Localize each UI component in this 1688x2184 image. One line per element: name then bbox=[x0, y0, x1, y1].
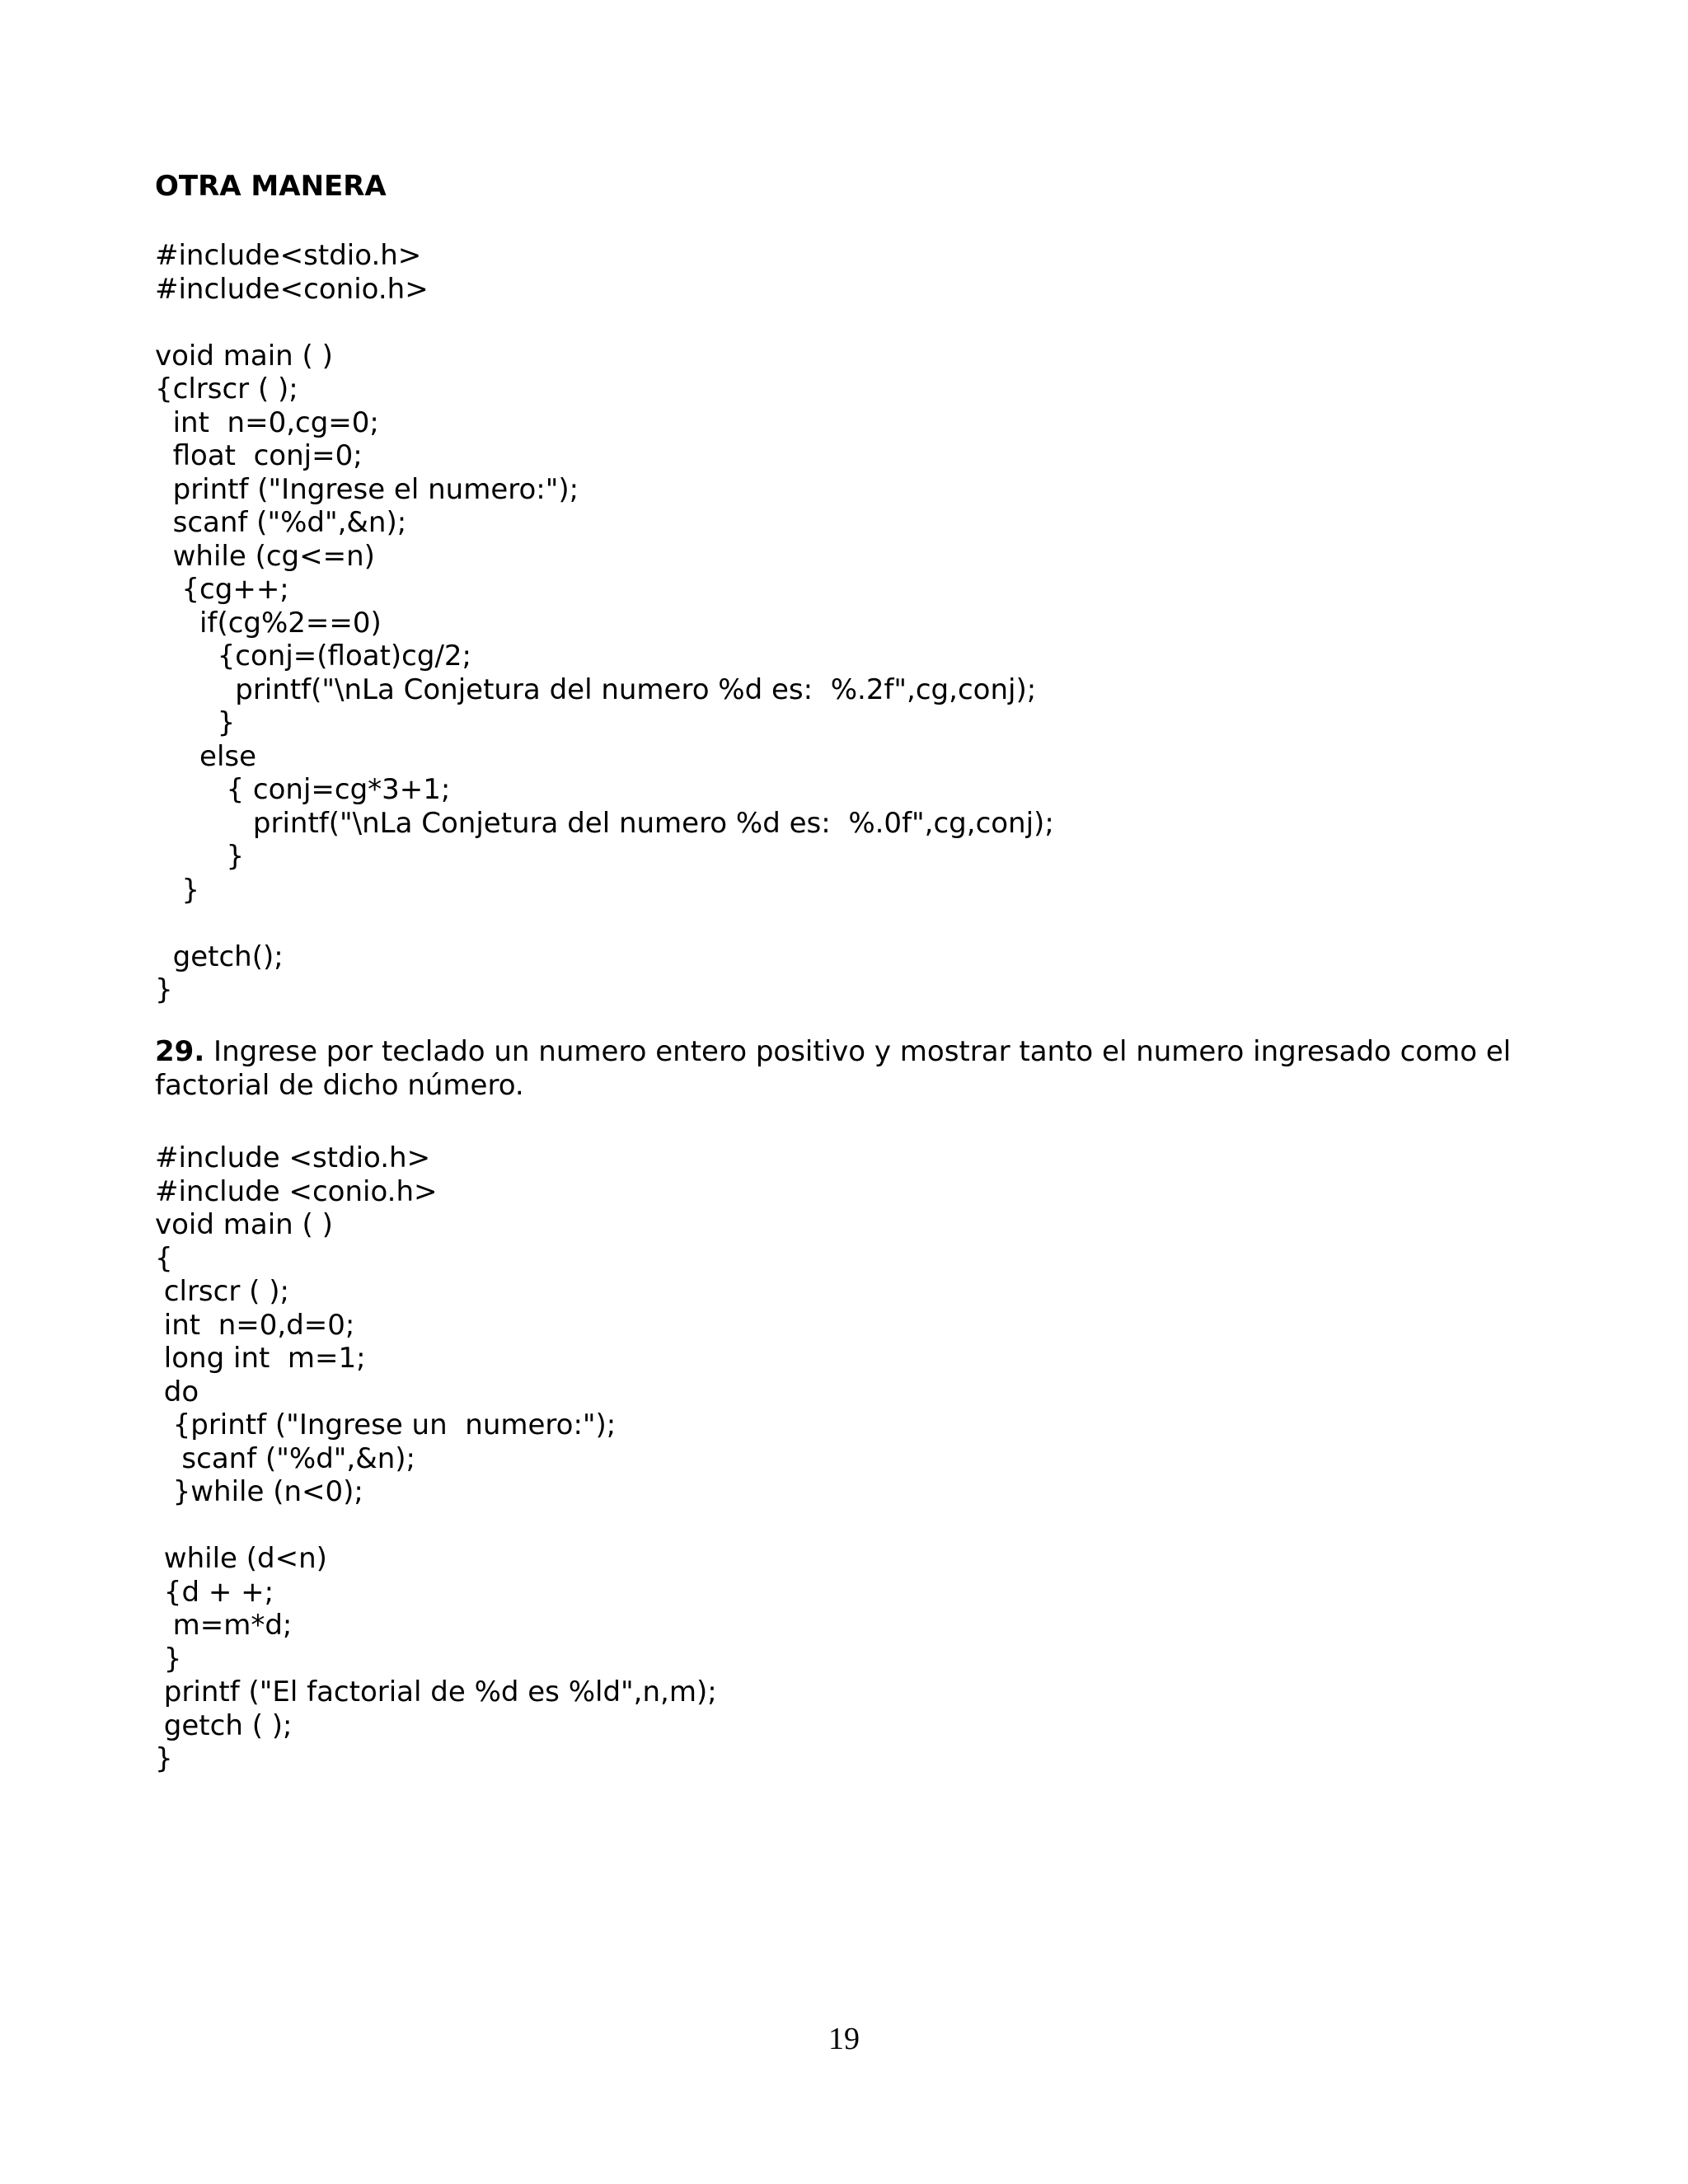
problem-number: 29. bbox=[155, 1035, 205, 1068]
code-line: {cg++; bbox=[155, 573, 289, 606]
code-line: int n=0,d=0; bbox=[155, 1308, 355, 1342]
code-line: {d + +; bbox=[155, 1575, 274, 1609]
code-line: float conj=0; bbox=[155, 439, 363, 472]
code-line: {clrscr ( ); bbox=[155, 373, 298, 405]
code-line: printf ("El factorial de %d es %ld",n,m); bbox=[155, 1675, 717, 1708]
code-line: } bbox=[155, 840, 245, 873]
code-line: #include<conio.h> bbox=[155, 272, 429, 306]
code-line: }while (n<0); bbox=[155, 1475, 363, 1508]
code-line: #include <conio.h> bbox=[155, 1174, 438, 1208]
code-line: printf ("Ingrese el numero:"); bbox=[155, 472, 579, 506]
code-line: #include <stdio.h> bbox=[155, 1141, 431, 1174]
code-line: long int m=1; bbox=[155, 1342, 366, 1375]
code-line: #include<stdio.h> bbox=[155, 239, 422, 272]
code-line: printf("\nLa Conjetura del numero %d es: %.0f",cg,conj); bbox=[155, 806, 1054, 840]
code-line: while (d<n) bbox=[155, 1542, 327, 1575]
code-line: printf("\nLa Conjetura del numero %d es: %.2f",cg,conj); bbox=[155, 673, 1037, 706]
code-line: { bbox=[155, 1241, 173, 1275]
code-line: scanf ("%d",&n); bbox=[155, 506, 407, 539]
code-line: do bbox=[155, 1375, 199, 1408]
code-line: } bbox=[155, 1642, 182, 1675]
problem-text: Ingrese por teclado un numero entero positivo y mostrar tanto el numero ingresado como el factorial de dicho número. bbox=[155, 1035, 1512, 1102]
code-line: while (cg<=n) bbox=[155, 539, 375, 573]
code-line: { conj=cg*3+1; bbox=[155, 773, 451, 806]
code-line: clrscr ( ); bbox=[155, 1275, 289, 1308]
code-line bbox=[155, 306, 1054, 340]
code-line bbox=[155, 907, 1054, 940]
code-line: int n=0,cg=0; bbox=[155, 405, 379, 439]
code-line: void main ( ) bbox=[155, 1208, 333, 1241]
problem-statement bbox=[155, 1035, 1523, 1102]
code-line: else bbox=[155, 739, 257, 773]
code-line: scanf ("%d",&n); bbox=[155, 1441, 416, 1475]
code-line: getch ( ); bbox=[155, 1708, 293, 1742]
code-line: m=m*d; bbox=[155, 1609, 293, 1642]
code-line: {conj=(float)cg/2; bbox=[155, 640, 471, 673]
code-line bbox=[155, 1509, 717, 1543]
code-line: } bbox=[155, 973, 173, 1006]
code-line: } bbox=[155, 706, 236, 739]
section-heading: OTRA MANERA bbox=[155, 170, 387, 203]
code-line: void main ( ) bbox=[155, 339, 333, 373]
code-line: {printf ("Ingrese un numero:"); bbox=[155, 1408, 617, 1441]
code-line: } bbox=[155, 1742, 173, 1775]
code-line: } bbox=[155, 873, 200, 907]
code-block-otra-manera bbox=[155, 239, 1054, 1007]
code-block-factorial bbox=[155, 1141, 717, 1776]
code-line: if(cg%2==0) bbox=[155, 606, 382, 640]
page-number: 19 bbox=[828, 2022, 860, 2056]
code-line: getch(); bbox=[155, 940, 284, 973]
